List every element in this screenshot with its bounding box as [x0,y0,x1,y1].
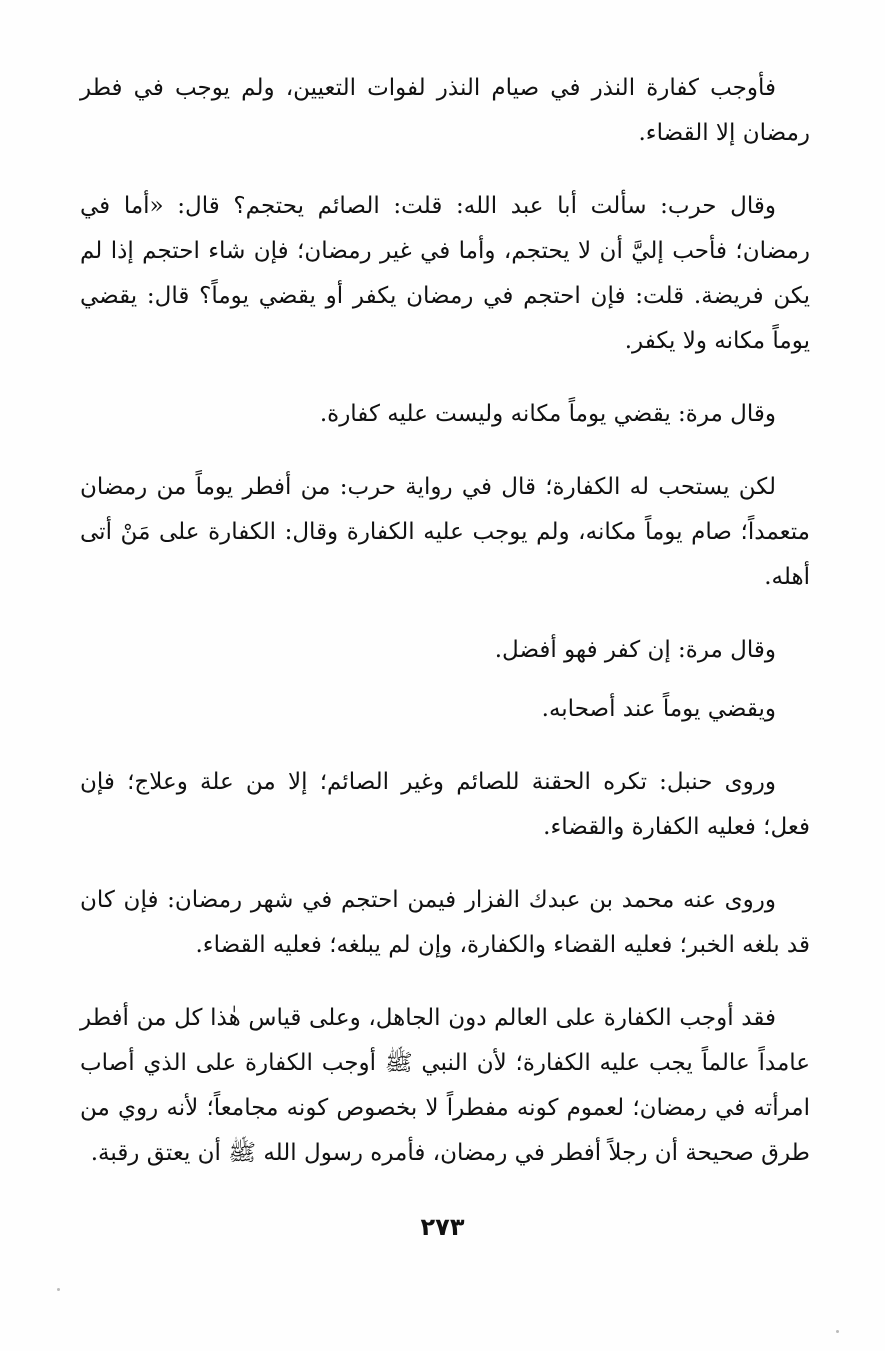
page-number: ٢٧٣ [420,1213,465,1241]
paragraph-8: وروى عنه محمد بن عبدك الفزار فيمن احتجم في شهر رمضان: فإن كان قد بلغه الخبر؛ فعليه القضاء والكفارة، وإن لم يبلغه؛ فعليه القضاء. [80,887,810,958]
paragraph-5: وقال مرة: إن كفر فهو أفضل. [494,637,776,663]
scan-speck [836,1330,839,1333]
paragraph-7: وروى حنبل: تكره الحقنة للصائم وغير الصائم؛ إلا من علة وعلاج؛ فإن فعل؛ فعليه الكفارة والقضاء. [80,769,810,840]
body-text [80,66,810,1204]
paragraph-4: لكن يستحب له الكفارة؛ قال في رواية حرب: من أفطر يوماً من رمضان متعمداً؛ صام يوماً مكانه، ولم يوجب عليه الكفارة وقال: الكفارة على مَنْ أتى أهله. [80,474,810,590]
paragraph-6: ويقضي يوماً عند أصحابه. [541,696,776,722]
paragraph-3: وقال مرة: يقضي يوماً مكانه وليست عليه كفارة. [319,401,776,427]
scan-speck [57,1288,60,1291]
paragraph-1: فأوجب كفارة النذر في صيام النذر لفوات التعيين، ولم يوجب في فطر رمضان إلا القضاء. [80,75,810,146]
paragraph-2: وقال حرب: سألت أبا عبد الله: قلت: الصائم يحتجم؟ قال: «أما في رمضان؛ فأحب إليَّ أن لا يحتجم، وأما في غير رمضان؛ فإن شاء احتجم إذا لم يكن فريضة. قلت: فإن احتجم في رمضان يكفر أو يقضي يوماً؟ قال: يقضي يوماً مكانه ولا يكفر. [80,193,810,354]
paragraph-9: فقد أوجب الكفارة على العالم دون الجاهل، وعلى قياس هٰذا كل من أفطر عامداً عالماً يجب عليه الكفارة؛ لأن النبي ﷺ أوجب الكفارة على الذي أصاب امرأته في رمضان؛ لعموم كونه مفطراً لا بخصوص كونه مجامعاً؛ لأنه روي من طرق صحيحة أن رجلاً أفطر في رمضان، فأمره رسول الله ﷺ أن يعتق رقبة. [80,1005,810,1166]
